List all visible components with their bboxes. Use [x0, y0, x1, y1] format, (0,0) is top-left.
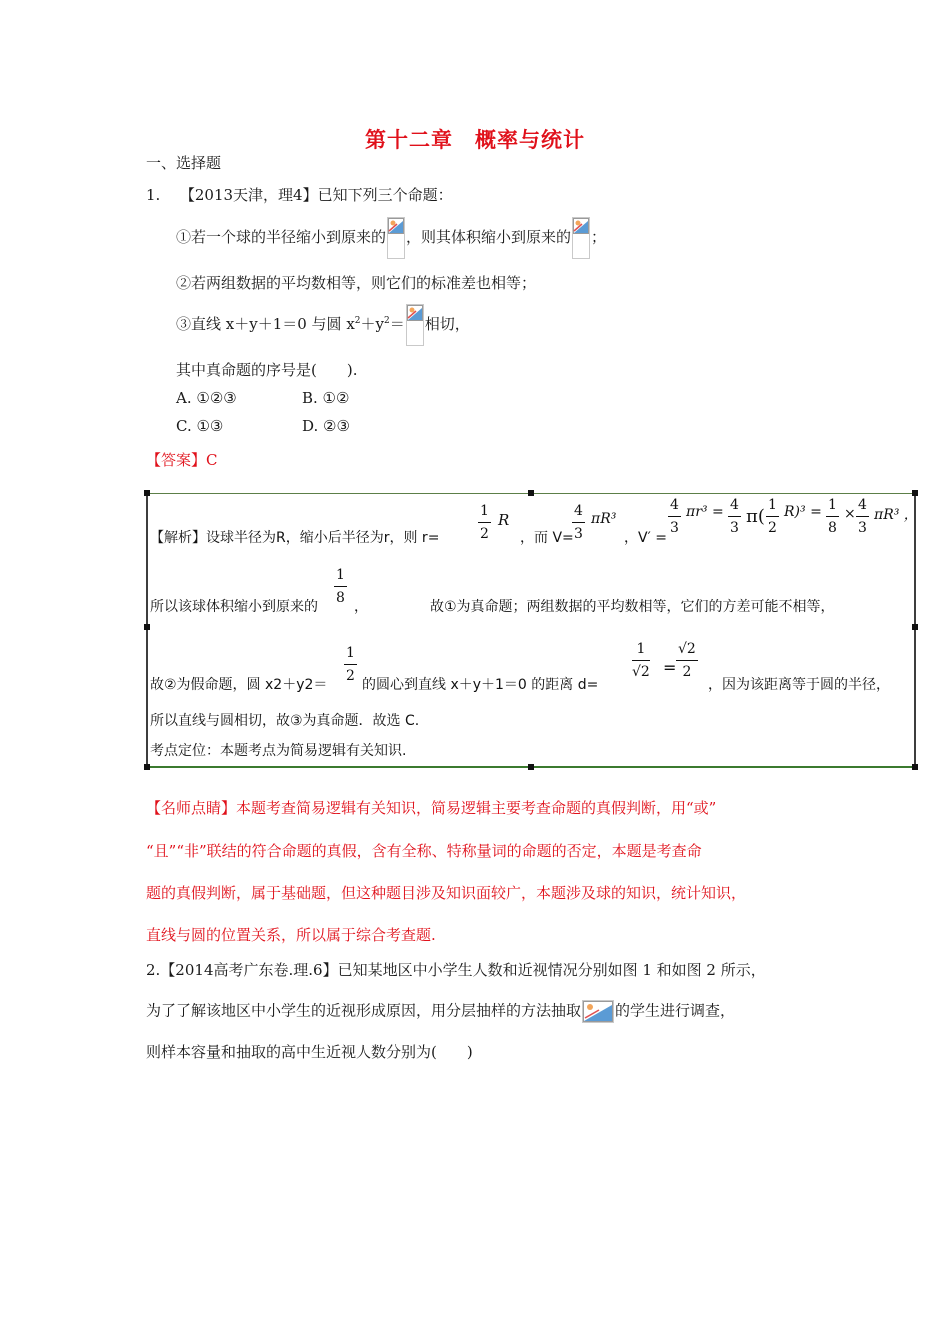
q1-answer: 【答案】C: [146, 451, 218, 469]
broken-image-icon: [406, 304, 424, 346]
broken-image-icon: [572, 217, 590, 259]
q1-item-3-text-c: ＝: [389, 315, 405, 333]
analysis-line-2-a: 所以该球体积缩小到原来的: [150, 599, 318, 615]
comment-line-2: “且”“非”联结的符合命题的真假，含有全称、特称量词的命题的否定，本题是考查命: [146, 842, 702, 860]
fraction: $\frac{1}{2}$: [766, 494, 779, 539]
comment-line-4: 直线与圆的位置关系，所以属于综合考查题.: [146, 926, 436, 944]
q1-stem: [146, 185, 453, 205]
section-heading: 一、选择题: [146, 154, 222, 172]
fraction: $\frac{4}{3}$: [572, 500, 585, 545]
resize-handle[interactable]: [528, 490, 534, 496]
resize-handle[interactable]: [144, 764, 150, 770]
q1-item-3: [176, 304, 470, 346]
fraction: $\frac{1}{2}$: [344, 642, 357, 687]
analysis-line-5: 考点定位：本题考点为简易逻辑有关知识.: [150, 743, 407, 759]
q1-option-c: C. ①③: [176, 417, 224, 435]
q1-option-a: A. ①②③: [176, 389, 237, 407]
analysis-line-4: 所以直线与圆相切，故③为真命题．故选 C.: [150, 713, 420, 729]
fraction: $\frac{4}{3}$: [668, 494, 681, 539]
q1-option-d: D. ②③: [302, 417, 350, 435]
q1-number: 1.: [146, 186, 161, 204]
q1-item-1-text-c: ；: [591, 228, 607, 246]
q1-item-3-text-d: 相切，: [424, 315, 470, 333]
fraction: $\frac{4}{3}$: [728, 494, 741, 539]
analysis-line-1-a: 【解析】设球半径为R，缩小后半径为r，则 r=: [150, 530, 440, 546]
analysis-formula: R)³ =: [784, 504, 822, 520]
q1-item-2: ②若两组数据的平均数相等，则它们的标准差也相等；: [176, 274, 537, 292]
resize-handle[interactable]: [144, 624, 150, 630]
analysis-equals: =: [663, 658, 677, 677]
q1-item-1: [176, 217, 606, 259]
q1-option-b: B. ①②: [302, 389, 350, 407]
analysis-formula: π(: [746, 506, 765, 527]
q1-item-1-text-b: ，则其体积缩小到原来的: [406, 228, 572, 246]
q1-item-3-sup-1: 2: [354, 316, 361, 326]
q2-line-2: [146, 1000, 735, 1023]
q1-item-3-text-a: ③直线 x＋y＋1＝0 与圆 x: [176, 315, 355, 333]
fraction: $\frac{1}{8}$: [334, 564, 347, 609]
broken-image-icon: [387, 217, 405, 259]
fraction: $\frac{√2}{2}$: [676, 638, 698, 683]
q1-item-3-text-b: ＋y: [360, 315, 385, 333]
analysis-image-box[interactable]: [146, 493, 916, 768]
analysis-r-symbol: R: [498, 511, 510, 529]
analysis-formula: πR³: [591, 511, 617, 527]
analysis-formula: πr³ =: [686, 504, 724, 520]
fraction: $\frac{1}{√2}$: [632, 638, 650, 683]
q2-line-2-text-b: 的学生进行调查，: [615, 1001, 736, 1020]
analysis-line-3-b: 的圆心到直线 x＋y＋1＝0 的距离 d=: [362, 677, 599, 693]
resize-handle[interactable]: [144, 490, 150, 496]
q1-item-1-text-a: ①若一个球的半径缩小到原来的: [176, 228, 387, 246]
fraction: $\frac{4}{3}$: [856, 494, 869, 539]
q1-ask: 其中真命题的序号是( ).: [176, 361, 358, 379]
fraction: $\frac{1}{2}$: [478, 500, 491, 545]
page-title: 第十二章 概率与统计: [365, 127, 585, 152]
analysis-line-1-b: ，而 V=: [520, 530, 574, 546]
analysis-line-3-e: ，因为该距离等于圆的半径，: [708, 677, 890, 693]
analysis-line-3-a: 故②为假命题，圆 x2＋y2＝: [150, 677, 328, 693]
comment-line-3: 题的真假判断，属于基础题，但这种题目涉及知识面较广，本题涉及球的知识，统计知识，: [146, 884, 747, 902]
q2-line-1: 2.【2014高考广东卷.理.6】已知某地区中小学生人数和近视情况分别如图 1 和如图 2 所示，: [146, 961, 766, 979]
analysis-line-2-c: 故①为真命题；两组数据的平均数相等，它们的方差可能不相等，: [430, 599, 835, 615]
resize-handle[interactable]: [912, 764, 918, 770]
q1-item-3-sup-2: 2: [384, 316, 390, 326]
fraction: $\frac{1}{8}$: [826, 494, 839, 539]
resize-handle[interactable]: [912, 490, 918, 496]
comment-line-1: 【名师点睛】本题考查简易逻辑有关知识，简易逻辑主要考查命题的真假判断，用“或”: [146, 799, 717, 817]
resize-handle[interactable]: [528, 764, 534, 770]
analysis-line-1-d: ，V′ =: [624, 530, 667, 546]
broken-image-icon: [582, 1000, 614, 1023]
q2-line-3: 则样本容量和抽取的高中生近视人数分别为( ): [146, 1043, 473, 1061]
analysis-formula: ×: [844, 506, 856, 522]
q1-stem-text: 【2013天津，理4】已知下列三个命题：: [179, 186, 453, 204]
resize-handle[interactable]: [912, 624, 918, 630]
q2-line-2-text-a: 为了了解该地区中小学生的近视形成原因，用分层抽样的方法抽取: [146, 1001, 582, 1020]
analysis-formula: πR³ ，: [874, 507, 918, 523]
analysis-line-2-b: ，: [354, 599, 368, 615]
